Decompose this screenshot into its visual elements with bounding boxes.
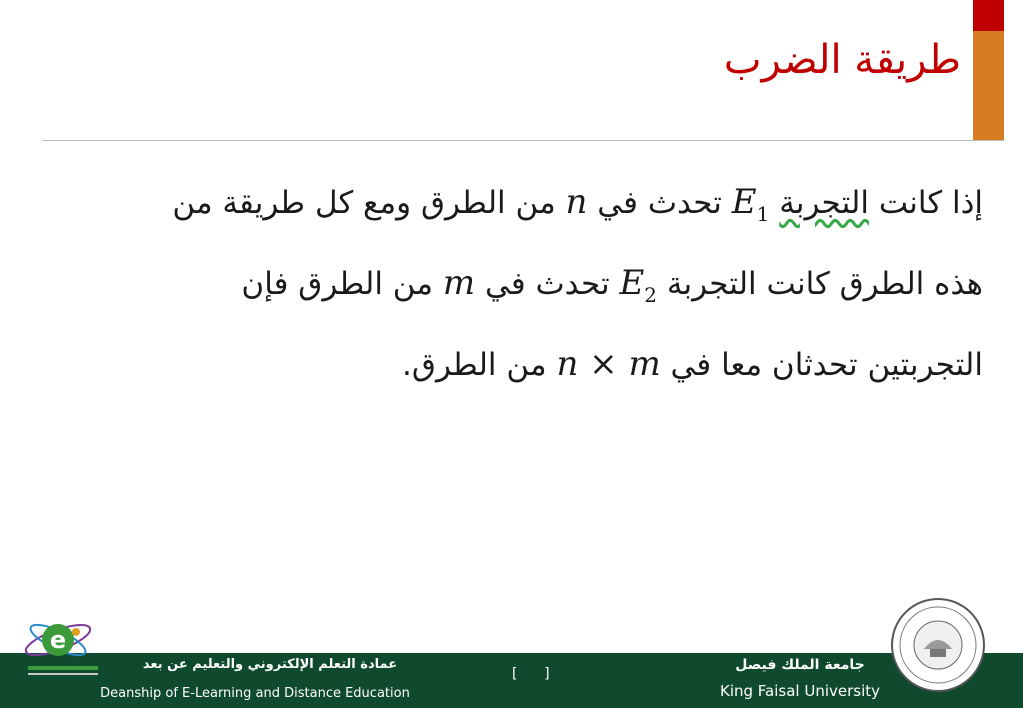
line2-var: E	[619, 263, 645, 303]
line3-expr: n × m	[556, 344, 661, 384]
line1-text-d: من الطرق ومع كل طريقة من	[172, 185, 566, 221]
line1-text-c: تحدث في	[587, 185, 732, 221]
university-arabic: جامعة الملك فيصل	[735, 657, 865, 673]
accent-bar-orange	[973, 31, 1004, 141]
line1-var-e1	[731, 182, 770, 226]
kfu-seal-logo-icon	[888, 597, 988, 697]
line2-var-sub: 2	[644, 283, 658, 307]
accent-bar-red	[973, 0, 1004, 31]
deanship-arabic: عمادة التعلم الإلكتروني والتعليم عن بعد	[142, 657, 398, 672]
line1-var-n: n	[565, 182, 588, 222]
e-learning-logo-icon	[18, 610, 108, 690]
body-line-3	[38, 344, 983, 384]
line2-var-e2	[619, 263, 658, 307]
page-number-marker: [ ]	[512, 666, 550, 682]
line3-text-b: من الطرق.	[402, 347, 557, 383]
line1-spell-word: التجربة	[779, 185, 869, 221]
line2-text-a: هذه الطرق كانت التجربة	[657, 266, 983, 302]
slide-title: طريقة الضرب	[723, 37, 961, 83]
title-divider	[42, 140, 1004, 141]
body-line-1	[38, 182, 983, 226]
line3-text-a: التجربتين تحدثان معا في	[660, 347, 983, 383]
line2-var-m: m	[442, 263, 476, 303]
line1-text-b	[769, 185, 779, 221]
line1-text-a: إذا كانت	[868, 185, 983, 221]
line1-var-sub: 1	[756, 202, 770, 226]
svg-text:e: e	[49, 626, 67, 654]
line2-text-c: من الطرق فإن	[241, 266, 443, 302]
body-line-2	[38, 263, 983, 307]
university-english: King Faisal University	[719, 682, 881, 700]
line1-var: E	[731, 182, 757, 222]
deanship-english: Deanship of E-Learning and Distance Education	[100, 686, 410, 701]
line2-text-b: تحدث في	[475, 266, 620, 302]
